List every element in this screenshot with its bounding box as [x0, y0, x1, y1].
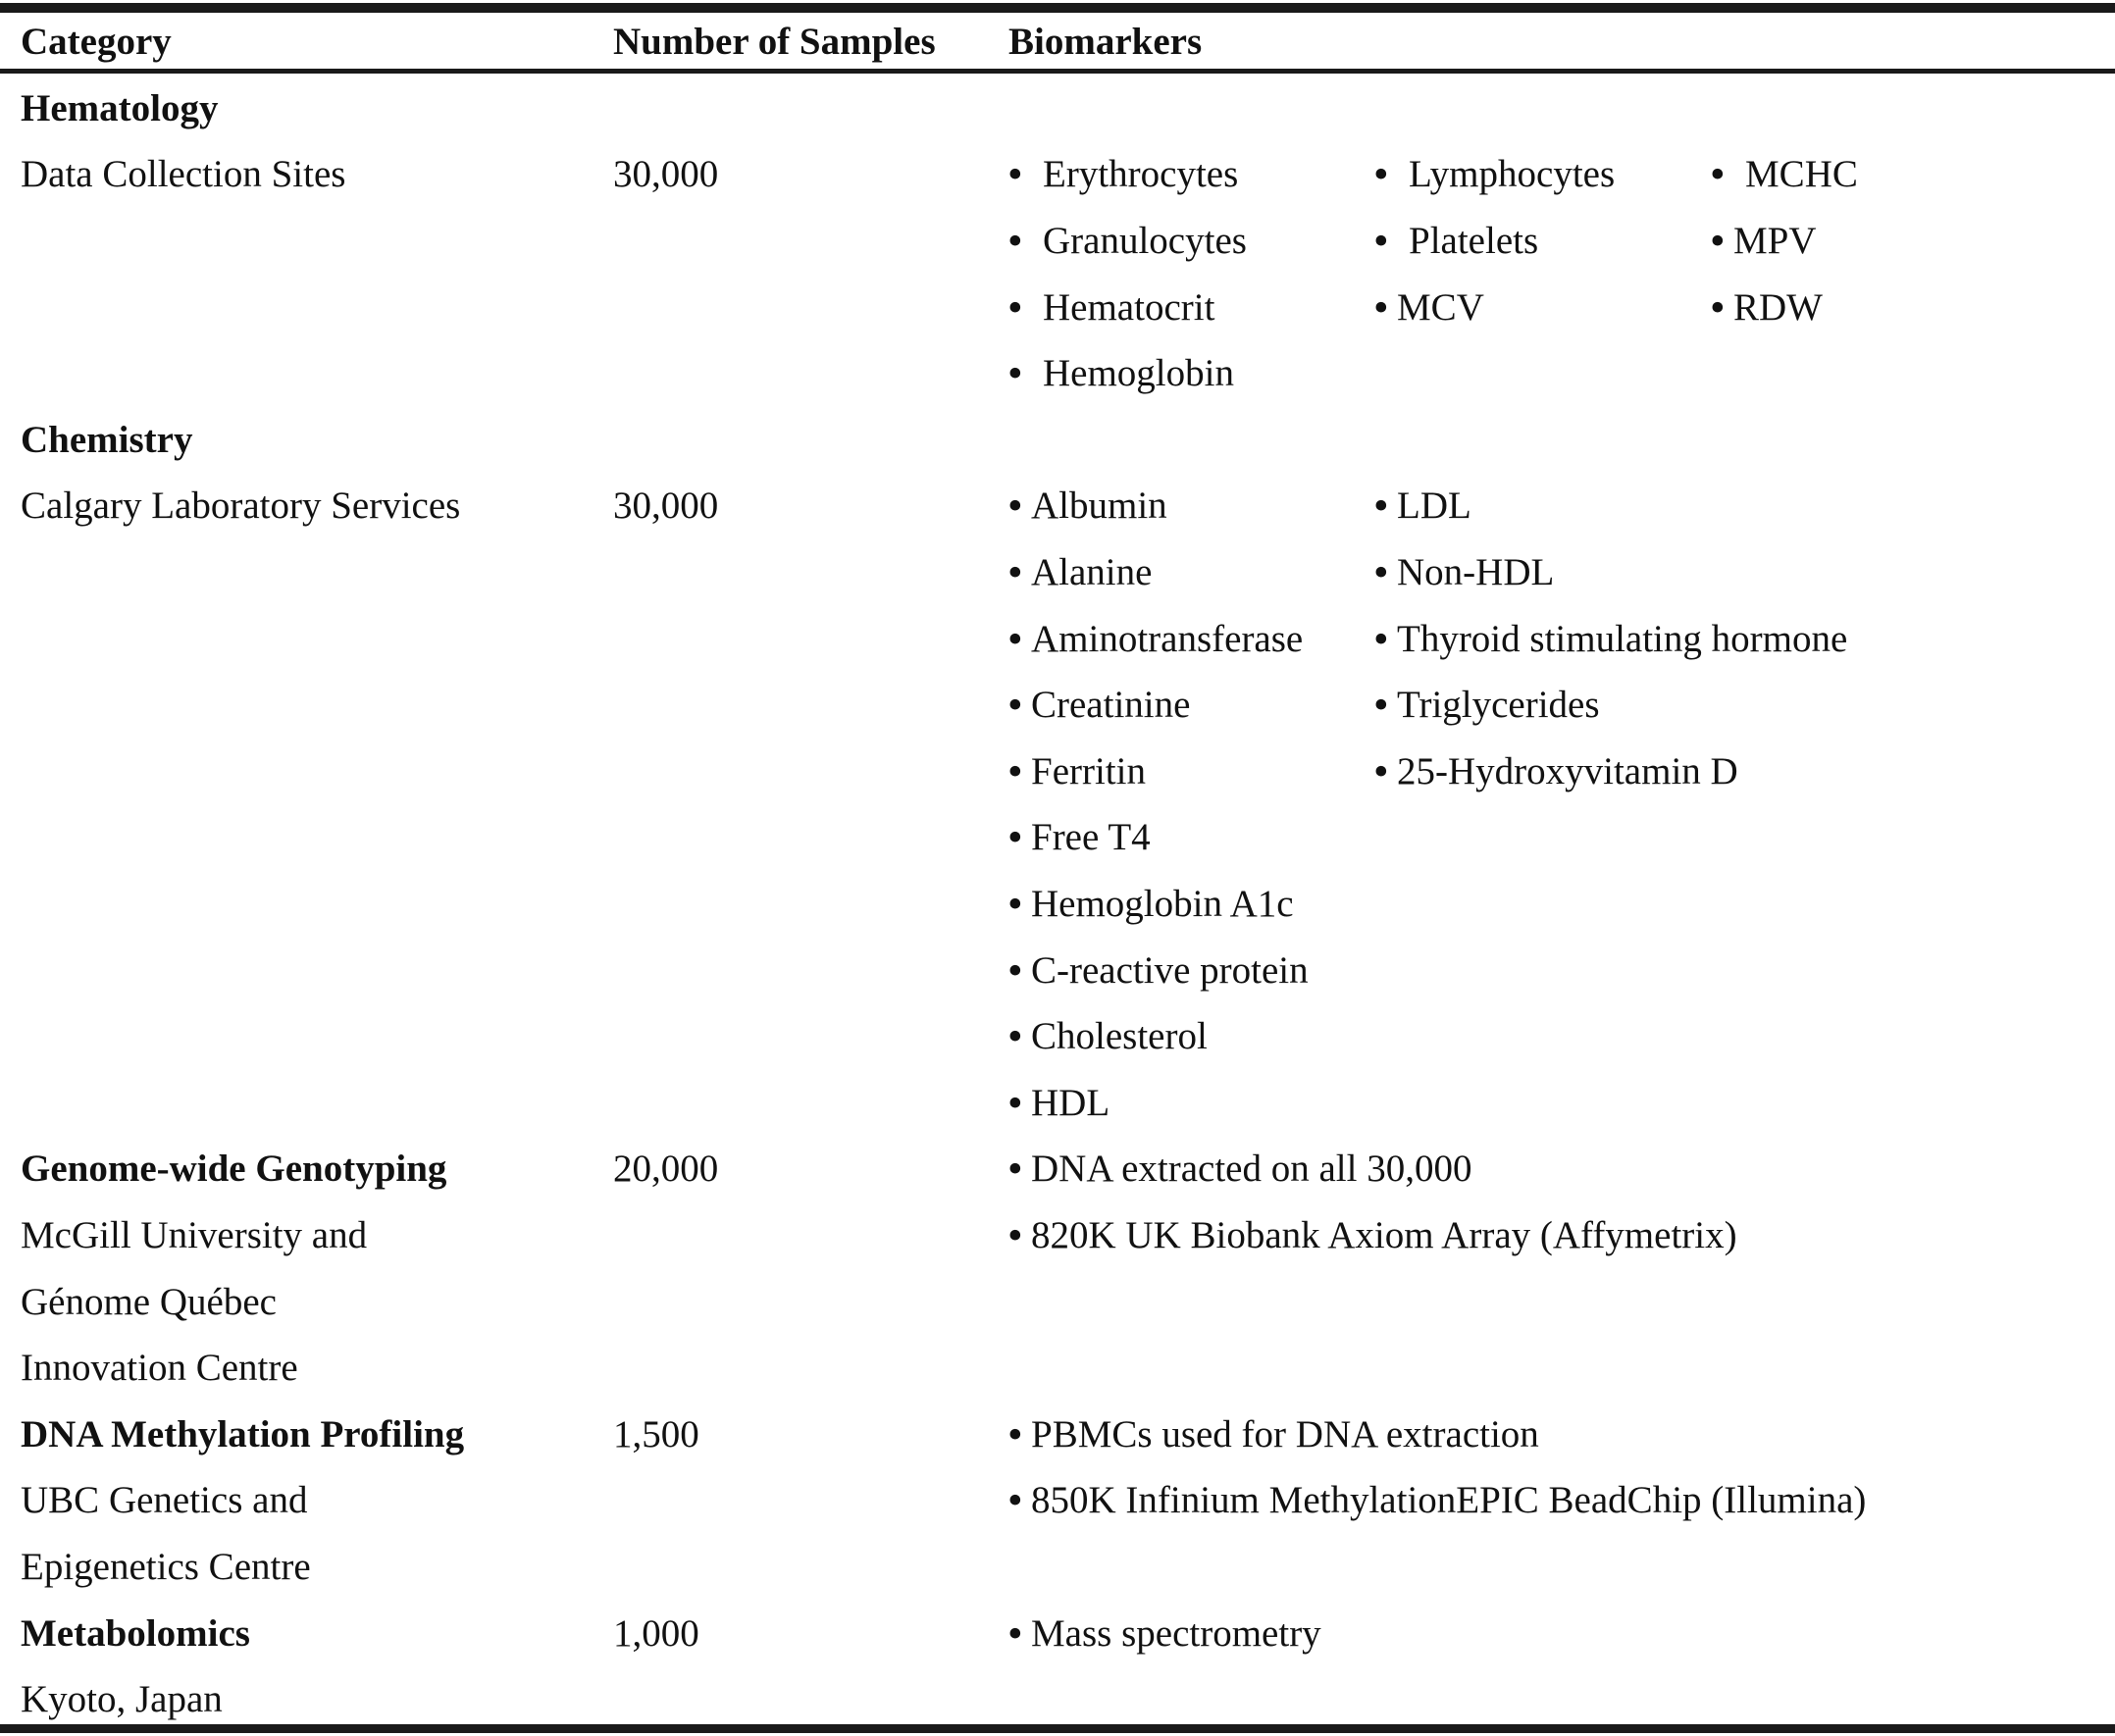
biomarker-item: • DNA extracted on all 30,000	[1008, 1148, 1472, 1190]
bullet-icon: •	[1008, 1082, 1022, 1124]
biomarker-item: • MCV	[1374, 286, 1484, 329]
bullet-icon: •	[1008, 286, 1022, 329]
biomarker-item: • Thyroid stimulating hormone	[1374, 618, 1848, 660]
biomarker-item: • Albumin	[1008, 485, 1167, 527]
biomarker-item: • Granulocytes	[1008, 220, 1247, 262]
biomarker-item: • Non-HDL	[1374, 551, 1555, 593]
bullet-icon: •	[1374, 618, 1388, 660]
bullet-icon: •	[1008, 1214, 1022, 1256]
samples-chemistry: 30,000	[613, 485, 719, 527]
bullet-icon: •	[1008, 750, 1022, 792]
bullet-icon: •	[1008, 352, 1022, 394]
biomarker-item: • Hematocrit	[1008, 286, 1215, 329]
biomarker-item: • Hemoglobin A1c	[1008, 883, 1294, 925]
section-title-genotyping: Genome-wide Genotyping	[21, 1148, 447, 1190]
header-biomarkers: Biomarkers	[1008, 21, 1203, 63]
biomarker-item: • 25-Hydroxyvitamin D	[1374, 750, 1738, 792]
site-genotyping-line1: McGill University and	[21, 1214, 368, 1256]
site-hematology: Data Collection Sites	[21, 153, 346, 195]
bullet-icon: •	[1374, 750, 1388, 792]
site-metabolomics: Kyoto, Japan	[21, 1678, 223, 1720]
section-title-chemistry: Chemistry	[21, 419, 193, 461]
site-chemistry: Calgary Laboratory Services	[21, 485, 461, 527]
section-title-hematology: Hematology	[21, 87, 219, 129]
biomarker-item: • HDL	[1008, 1082, 1110, 1124]
samples-genotyping: 20,000	[613, 1148, 719, 1190]
bullet-icon: •	[1711, 286, 1725, 329]
samples-methylation: 1,500	[613, 1413, 699, 1455]
biomarker-item: • C-reactive protein	[1008, 949, 1309, 992]
bullet-icon: •	[1008, 684, 1022, 726]
bullet-icon: •	[1008, 485, 1022, 527]
bullet-icon: •	[1008, 220, 1022, 262]
table-header-rule	[0, 69, 2115, 74]
samples-metabolomics: 1,000	[613, 1612, 699, 1655]
bullet-icon: •	[1374, 220, 1388, 262]
bullet-icon: •	[1374, 286, 1388, 329]
bullet-icon: •	[1008, 1612, 1022, 1655]
bullet-icon: •	[1008, 551, 1022, 593]
bullet-icon: •	[1374, 684, 1388, 726]
site-methylation-line1: UBC Genetics and	[21, 1479, 308, 1521]
header-number-of-samples: Number of Samples	[613, 21, 936, 63]
header-category: Category	[21, 21, 172, 63]
bullet-icon: •	[1008, 1479, 1022, 1521]
bullet-icon: •	[1008, 949, 1022, 992]
biomarker-item: • 850K Infinium MethylationEPIC BeadChip (Illumina)	[1008, 1479, 1867, 1521]
biomarker-item: • MCHC	[1711, 153, 1858, 195]
section-title-methylation: DNA Methylation Profiling	[21, 1413, 465, 1455]
site-methylation-line2: Epigenetics Centre	[21, 1546, 311, 1588]
bullet-icon: •	[1008, 816, 1022, 858]
biomarker-item: • LDL	[1374, 485, 1471, 527]
bullet-icon: •	[1008, 1148, 1022, 1190]
biomarker-item: • Ferritin	[1008, 750, 1146, 792]
biomarker-item: • PBMCs used for DNA extraction	[1008, 1413, 1539, 1455]
biomarker-item: • Platelets	[1374, 220, 1539, 262]
biomarker-item: • 820K UK Biobank Axiom Array (Affymetrix)	[1008, 1214, 1737, 1256]
bullet-icon: •	[1711, 220, 1725, 262]
biomarker-item: • Aminotransferase	[1008, 618, 1304, 660]
bullet-icon: •	[1374, 485, 1388, 527]
biomarker-item: • Hemoglobin	[1008, 352, 1234, 394]
biomarker-item: • Free T4	[1008, 816, 1151, 858]
bullet-icon: •	[1374, 153, 1388, 195]
bullet-icon: •	[1711, 153, 1725, 195]
biomarker-item: • Alanine	[1008, 551, 1153, 593]
biomarker-item: • Mass spectrometry	[1008, 1612, 1321, 1655]
biomarker-item: • Lymphocytes	[1374, 153, 1616, 195]
table-top-rule	[0, 3, 2115, 13]
biomarker-item: • RDW	[1711, 286, 1823, 329]
biomarker-item: • MPV	[1711, 220, 1817, 262]
site-genotyping-line3: Innovation Centre	[21, 1347, 298, 1389]
bullet-icon: •	[1008, 1015, 1022, 1057]
bullet-icon: •	[1008, 883, 1022, 925]
bullet-icon: •	[1008, 618, 1022, 660]
biomarker-item: • Creatinine	[1008, 684, 1191, 726]
section-title-metabolomics: Metabolomics	[21, 1612, 250, 1655]
biomarker-item: • Cholesterol	[1008, 1015, 1208, 1057]
bullet-icon: •	[1008, 1413, 1022, 1455]
site-genotyping-line2: Génome Québec	[21, 1281, 277, 1323]
bullet-icon: •	[1008, 153, 1022, 195]
biomarker-item: • Erythrocytes	[1008, 153, 1239, 195]
table-bottom-rule	[0, 1724, 2115, 1733]
samples-hematology: 30,000	[613, 153, 719, 195]
bullet-icon: •	[1374, 551, 1388, 593]
biomarker-item: • Triglycerides	[1374, 684, 1600, 726]
